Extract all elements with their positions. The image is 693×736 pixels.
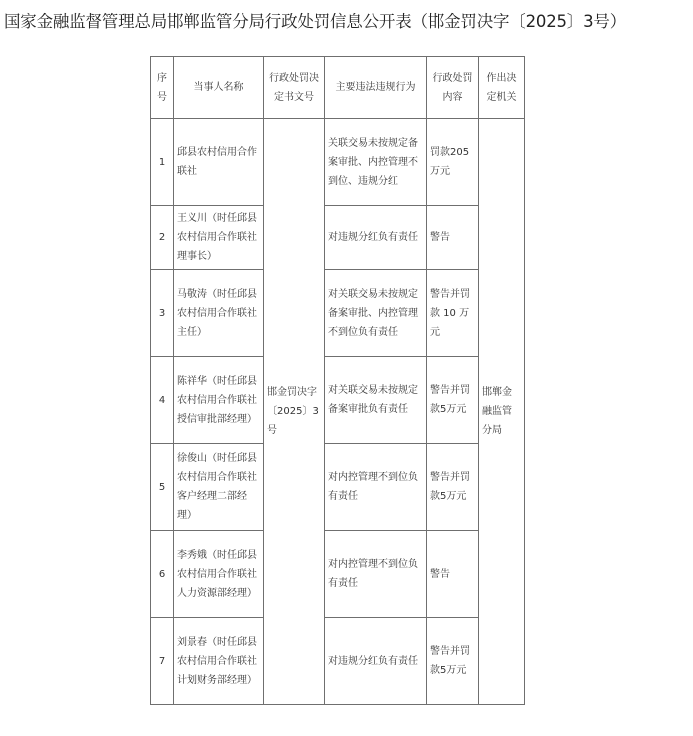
row-penalty: 警告并罚款 10 万元 — [427, 270, 479, 357]
penalty-table — [150, 56, 525, 705]
row-no: 6 — [151, 531, 174, 618]
row-no: 7 — [151, 618, 174, 705]
row-violation: 对违规分红负有责任 — [325, 618, 427, 705]
row-party: 王义川（时任邱县农村信用合作联社理事长） — [174, 206, 264, 270]
table-header-row — [151, 57, 525, 119]
row-party: 徐俊山（时任邱县农村信用合作联社客户经理二部经理） — [174, 444, 264, 531]
row-violation: 对违规分红负有责任 — [325, 206, 427, 270]
row-penalty: 警告 — [427, 531, 479, 618]
doc-no-cell: 邯金罚决字〔2025〕3号 — [264, 119, 325, 705]
row-party: 李秀娥（时任邱县农村信用合作联社人力资源部经理） — [174, 531, 264, 618]
table-row — [151, 270, 525, 357]
row-penalty: 警告并罚款5万元 — [427, 618, 479, 705]
row-violation: 对关联交易未按规定备案审批、内控管理不到位负有责任 — [325, 270, 427, 357]
row-no: 1 — [151, 119, 174, 206]
row-no: 5 — [151, 444, 174, 531]
row-penalty: 警告并罚款5万元 — [427, 444, 479, 531]
row-party: 刘景春（时任邱县农村信用合作联社计划财务部经理） — [174, 618, 264, 705]
row-violation: 对内控管理不到位负有责任 — [325, 444, 427, 531]
row-penalty: 警告 — [427, 206, 479, 270]
row-no: 4 — [151, 357, 174, 444]
row-party: 陈祥华（时任邱县农村信用合作联社授信审批部经理） — [174, 357, 264, 444]
row-penalty: 警告并罚款5万元 — [427, 357, 479, 444]
table-row — [151, 531, 525, 618]
header-party: 当事人名称 — [174, 57, 264, 119]
row-violation: 对内控管理不到位负有责任 — [325, 531, 427, 618]
row-party: 马敬涛（时任邱县农村信用合作联社主任） — [174, 270, 264, 357]
row-no: 2 — [151, 206, 174, 270]
row-violation: 关联交易未按规定备案审批、内控管理不到位、违规分红 — [325, 119, 427, 206]
header-no: 序号 — [151, 57, 174, 119]
table-row — [151, 206, 525, 270]
table-row — [151, 618, 525, 705]
row-party: 邱县农村信用合作联社 — [174, 119, 264, 206]
authority-cell: 邯郸金融监管分局 — [479, 119, 525, 705]
row-no: 3 — [151, 270, 174, 357]
table-row — [151, 444, 525, 531]
page-title: 国家金融监督管理总局邯郸监管分局行政处罚信息公开表（邯金罚决字〔2025〕3号） — [4, 12, 626, 31]
table-row — [151, 357, 525, 444]
table-row — [151, 119, 525, 206]
header-violation: 主要违法违规行为 — [325, 57, 427, 119]
header-doc-no: 行政处罚决定书文号 — [264, 57, 325, 119]
row-violation: 对关联交易未按规定备案审批负有责任 — [325, 357, 427, 444]
row-penalty: 罚款205万元 — [427, 119, 479, 206]
header-penalty: 行政处罚内容 — [427, 57, 479, 119]
header-authority: 作出决定机关 — [479, 57, 525, 119]
